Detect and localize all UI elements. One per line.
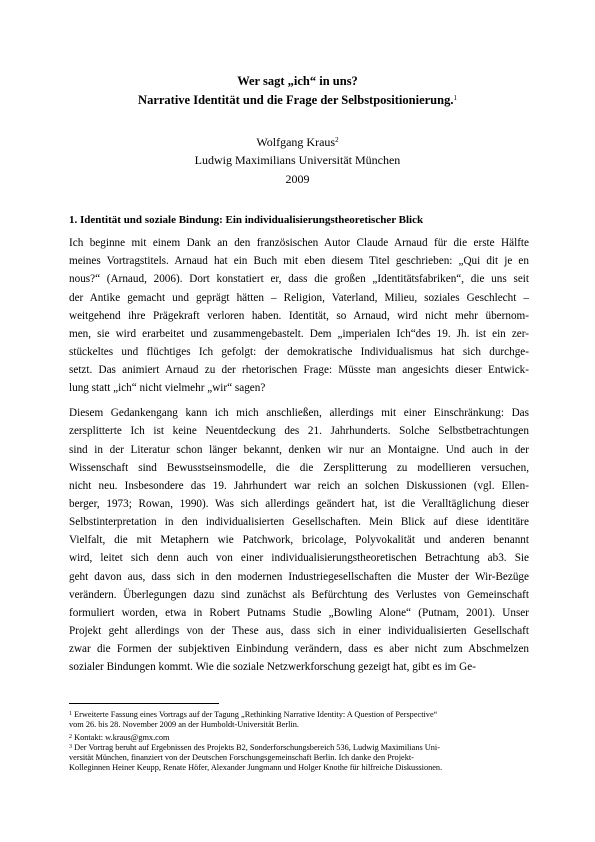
body-line: Projekt geht allerdings von der These aus, dass sich in einer individualisierten Gesellschaft [69, 625, 529, 637]
footnote-line [69, 720, 529, 730]
body-line: Diesem Gedankengang kann ich mich anschließen, allerdings mit einer Einschränkung: Das [69, 407, 529, 419]
body-line: geht davon aus, dass sich in den modernen Industriegesellschaften die Muster der Wir-Bezüge [69, 571, 529, 583]
publication-year: 2009 [285, 172, 310, 186]
footnote-text: vom 26. bis 28. November 2009 an der Humboldt-Universität Berlin. [69, 720, 299, 729]
footnote-text: Erweiterte Fassung eines Vortrags auf der Tagung „Rethinking Narrative Identity: A Question of Perspective“ [74, 710, 438, 719]
footnote-separator [69, 703, 219, 704]
body-line: lung statt „ich“ nicht vielmehr „wir“ sagen? [69, 382, 266, 394]
body-line: Selbstinterpretation in den individualisierten Gesellschaften. Mein Blick auf diese identitäre [69, 516, 529, 528]
footnote-text: Kontakt: w.kraus@gmx.com [74, 733, 170, 742]
body-line: Vielfalt, die mit Metaphern wie Patchwork, bricolage, Polyvokalität und anderen benannt [69, 534, 529, 546]
body-line: zersplitterte Ich ist keine Neuentdeckung des 21. Jahrhunderts. Solche Selbstbetrachtungen [69, 425, 529, 437]
body-line: nicht neu. Insbesondere das 19. Jahrhundert war reich an solchen Diskussionen (vgl. Ellen- [69, 480, 529, 492]
body-line: Wissenschaft sind Bewusstseinsmodelle, die die Zersplitterung zu modellieren versuchen, [69, 462, 529, 474]
body-line: Ich beginne mit einem Dank an den französischen Autor Claude Arnaud für die erste Hälfte [69, 237, 529, 249]
footnote-line [69, 763, 529, 773]
footnote-text: Kolleginnen Heiner Keupp, Renate Höfer, Alexander Jungmann und Holger Knothe für hilfreiche Diskussionen. [69, 763, 443, 772]
footnote-number: 1 [69, 711, 72, 717]
body-line: formuliert worden, etwa in Robert Putnams Studie „Bowling Alone“ (Putnam, 2001). Unser [69, 607, 529, 619]
body-line: sind in der Literatur schon länger bekannt, denken wir nur an Montaigne. Und auch in der [69, 444, 529, 456]
footnote-text: Der Vortrag beruht auf Ergebnissen des Projekts B2, Sonderforschungsbereich 536, Ludwig Maximilians Uni- [74, 743, 440, 752]
footnote-line [69, 733, 529, 743]
footnote-text: versität München, finanziert von der Deutschen Forschungsgemeinschaft Berlin. Ich danke den Projekt- [69, 753, 414, 762]
body-line: berger, 1973; Rowan, 1990). Was sich allerdings geändert hat, ist die Veralltäglichung dieser [69, 498, 529, 510]
author-affiliation: Ludwig Maximilians Universität München [194, 153, 401, 167]
footnote-number: 2 [69, 734, 72, 740]
footnote-line [69, 743, 529, 753]
footnote-number: 3 [69, 744, 72, 750]
title-line-1: Wer sagt „ich“ in uns? [237, 74, 358, 88]
body-line: meines Vortragstitels. Arnaud hat ein Buch mit eben diesem Titel geschrieben: „Qui dit je en [69, 255, 529, 267]
body-line: setzt. Das animiert Arnaud zu der rhetorischen Frage: Müsste man angesichts dieser Entwick- [69, 364, 529, 376]
author-name: Wolfgang Kraus$^2$ [256, 135, 339, 149]
title-line-2: Narrative Identität und die Frage der Selbstpositionierung.$^1$ [138, 93, 457, 107]
body-line: weitgehend ihre Prägekraft verloren haben. Identität, so Arnaud, wird nicht mehr übernom- [69, 310, 529, 322]
footnote-line [69, 753, 529, 763]
body-line: wird, leitet sich denn auch von einer individualisierungstheoretischen Betrachtung ab3. Sie [69, 552, 529, 564]
body-line: nous?“ (Arnaud, 2006). Dort konstatiert er, dass die großen „Identitätsfabriken“, die uns seit [69, 273, 529, 285]
body-line: verändern. Überlegungen dazu sind zunächst als Befürchtung des Verlustes von Gemeinschaft [69, 589, 529, 601]
body-line: stückeltes und flüchtiges Ich gefolgt: der demokratische Individualismus hat sich durchge- [69, 346, 529, 358]
section-heading: 1. Identität und soziale Bindung: Ein individualisierungstheoretischer Blick [69, 214, 424, 226]
footnote-ref-1[interactable]: 1 [453, 94, 457, 102]
footnote-line [69, 710, 529, 720]
body-line: sozialer Bindungen kommt. Wie die soziale Netzwerkforschung gezeigt hat, gibt es im Ge- [69, 661, 476, 673]
body-line: men, sie wird erarbeitet und zusammengebastelt. Dem „imperialen Ich“des 19. Jh. ist ein zer- [69, 328, 529, 340]
footnote-ref-2[interactable]: 2 [335, 136, 339, 144]
body-line: der Antike gemacht und geprägt hätten – Religion, Vaterland, Milieu, soziales Geschlecht – [69, 292, 529, 304]
body-line: zwar die Formen der subjektiven Einbindung verändern, dass es aber nicht zum Abschmelzen [69, 643, 529, 655]
